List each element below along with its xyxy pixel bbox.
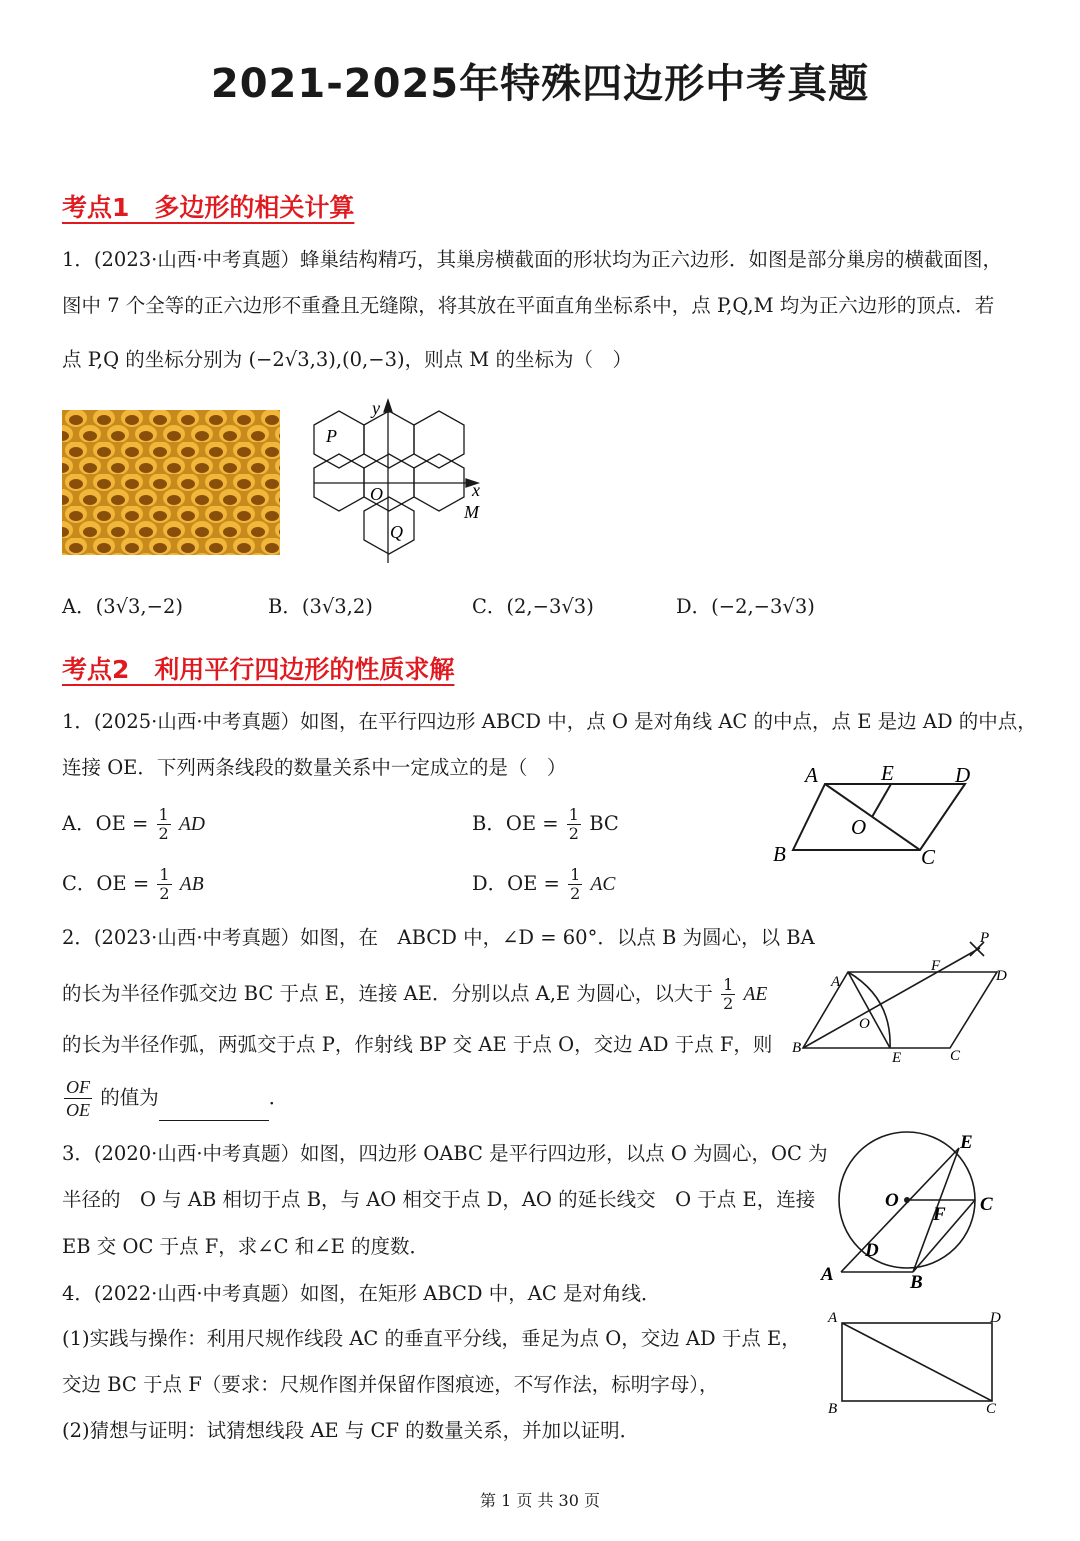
fig5-label-B: B: [828, 1401, 838, 1417]
circle-figure-q3: [815, 1128, 1005, 1293]
s2-q3-line3: EB 交 OC 于点 F，求∠C 和∠E 的度数．: [62, 1235, 430, 1258]
fig3-label-B: B: [792, 1040, 802, 1056]
s2-q2-line1: 2．(2023·山西·中考真题）如图，在 ABCD 中，∠D = 60°．以点 B 为圆心，以 BA: [62, 926, 815, 949]
fig4-label-F: F: [933, 1204, 946, 1225]
s2-q1-option-c: C．OE = $\frac{1}{2}$ AB: [62, 865, 204, 903]
fig1-label-Q: Q: [390, 522, 403, 542]
section-1-heading: 考点1 多边形的相关计算: [62, 193, 355, 222]
s2-q1-line1: 1．(2025·山西·中考真题）如图，在平行四边形 ABCD 中，点 O 是对角线 AC 的中点，点 E 是边 AD 的中点，: [62, 710, 1037, 733]
s2-q1-line2: 连接 OE．下列两条线段的数量关系中一定成立的是（ ）: [62, 756, 567, 779]
rectangle-figure-q4: [822, 1305, 1012, 1420]
fig2-label-B: B: [773, 842, 786, 866]
fig4-label-O: O: [885, 1190, 899, 1211]
honeycomb-photo: [62, 410, 280, 555]
s2-q1-option-d: D．OE = $\frac{1}{2}$ AC: [472, 865, 616, 903]
fig3-label-O: O: [859, 1016, 870, 1032]
fig1-label-M: M: [464, 502, 479, 522]
frac-half-d: $\frac{1}{2}$: [570, 865, 581, 903]
s2-q3-line2: 半径的 O 与 AB 相切于点 B，与 AO 相交于点 D，AO 的延长线交 O 于点 E，连接: [62, 1188, 816, 1211]
fig4-label-C: C: [980, 1194, 993, 1215]
fig4-label-B: B: [910, 1272, 923, 1293]
fig2-label-O: O: [851, 815, 867, 839]
fig5-label-A: A: [828, 1310, 838, 1326]
frac-half-b: $\frac{1}{2}$: [568, 805, 579, 843]
s2-q4-line2: (1)实践与操作：利用尺规作线段 AC 的垂直平分线，垂足为点 O，交边 AD 于点 E，: [62, 1327, 801, 1350]
fig3-label-D: D: [996, 968, 1007, 984]
fig3-label-A: A: [831, 974, 841, 990]
fig2-label-A: A: [805, 763, 818, 787]
s2-q2-line2: 的长为半径作弧交边 BC 于点 E，连接 AE．分别以点 A,E 为圆心，以大于 $\frac{1}{2}$ AE: [62, 975, 768, 1013]
answer-blank[interactable]: [159, 1100, 269, 1121]
s1-q1-option-c: C．(2,−3√3): [472, 595, 594, 618]
page-footer: 第 1 页 共 30 页: [480, 1491, 600, 1510]
page-title: 2021-2025年特殊四边形中考真题: [210, 61, 870, 107]
s1-q1-option-d: D．(−2,−3√3): [676, 595, 815, 618]
s1-q1-option-a: A．(3√3,−2): [62, 595, 183, 618]
fig3-label-F: F: [931, 958, 941, 974]
s1-q1-line2: 图中 7 个全等的正六边形不重叠且无缝隙，将其放在平面直角坐标系中，点 P,Q,M 均为正六边形的顶点．若: [62, 294, 995, 317]
fig4-label-A: A: [821, 1264, 834, 1285]
s2-q1-option-b: B．OE = $\frac{1}{2}$ BC: [472, 805, 619, 843]
fig2-label-E: E: [881, 761, 894, 785]
s1-q1-option-b: B．(3√3,2): [268, 595, 373, 618]
s2-q4-line3: 交边 BC 于点 F（要求：尺规作图并保留作图痕迹，不写作法，标明字母），: [62, 1373, 719, 1396]
fig3-label-C: C: [950, 1048, 961, 1064]
s2-q4-line1: 4．(2022·山西·中考真题）如图，在矩形 ABCD 中，AC 是对角线．: [62, 1282, 661, 1305]
fig5-label-D: D: [990, 1310, 1001, 1326]
parallelogram-figure-q2: [790, 928, 1020, 1073]
s2-q1-option-a: A．OE = $\frac{1}{2}$ AD: [62, 805, 205, 843]
fig3-label-E: E: [892, 1050, 902, 1066]
fig2-label-C: C: [921, 845, 936, 869]
frac-half-a: $\frac{1}{2}$: [158, 805, 169, 843]
section-2-heading: 考点2 利用平行四边形的性质求解: [62, 655, 455, 684]
s2-q3-line1: 3．(2020·山西·中考真题）如图，四边形 OABC 是平行四边形，以点 O 为圆心，OC 为: [62, 1142, 828, 1165]
s2-q2-line4: $\frac{OF}{OE}$ 的值为 ．: [66, 1077, 289, 1120]
s2-q2-line3: 的长为半径作弧，两弧交于点 P，作射线 BP 交 AE 于点 O，交边 AD 于点 F，则: [62, 1033, 773, 1056]
fig4-label-E: E: [960, 1132, 973, 1153]
fig1-label-x: x: [472, 480, 480, 500]
fig3-label-P: P: [980, 930, 990, 946]
parallelogram-figure-q1: [765, 758, 985, 873]
frac-of-oe: $\frac{OF}{OE}$: [66, 1077, 90, 1120]
fig1-label-O: O: [370, 484, 383, 504]
fig1-label-y: y: [372, 398, 380, 418]
fig5-label-C: C: [986, 1401, 997, 1417]
s2-q4-line4: (2)猜想与证明：试猜想线段 AE 与 CF 的数量关系，并加以证明．: [62, 1419, 640, 1442]
s1-q1-line3: 点 P,Q 的坐标分别为 (−2√3,3),(0,−3)，则点 M 的坐标为（ ）: [62, 348, 632, 371]
frac-half-c: $\frac{1}{2}$: [159, 865, 170, 903]
fig4-label-D: D: [865, 1240, 879, 1261]
fig2-label-D: D: [955, 763, 971, 787]
hexagon-grid-figure: [300, 398, 500, 568]
s1-q1-line1: 1．(2023·山西·中考真题）蜂巢结构精巧，其巢房横截面的形状均为正六边形．如图是部分巢房的横截面图，: [62, 248, 1003, 271]
frac-half-q2: $\frac{1}{2}$: [723, 975, 734, 1013]
fig1-label-P: P: [326, 426, 337, 446]
